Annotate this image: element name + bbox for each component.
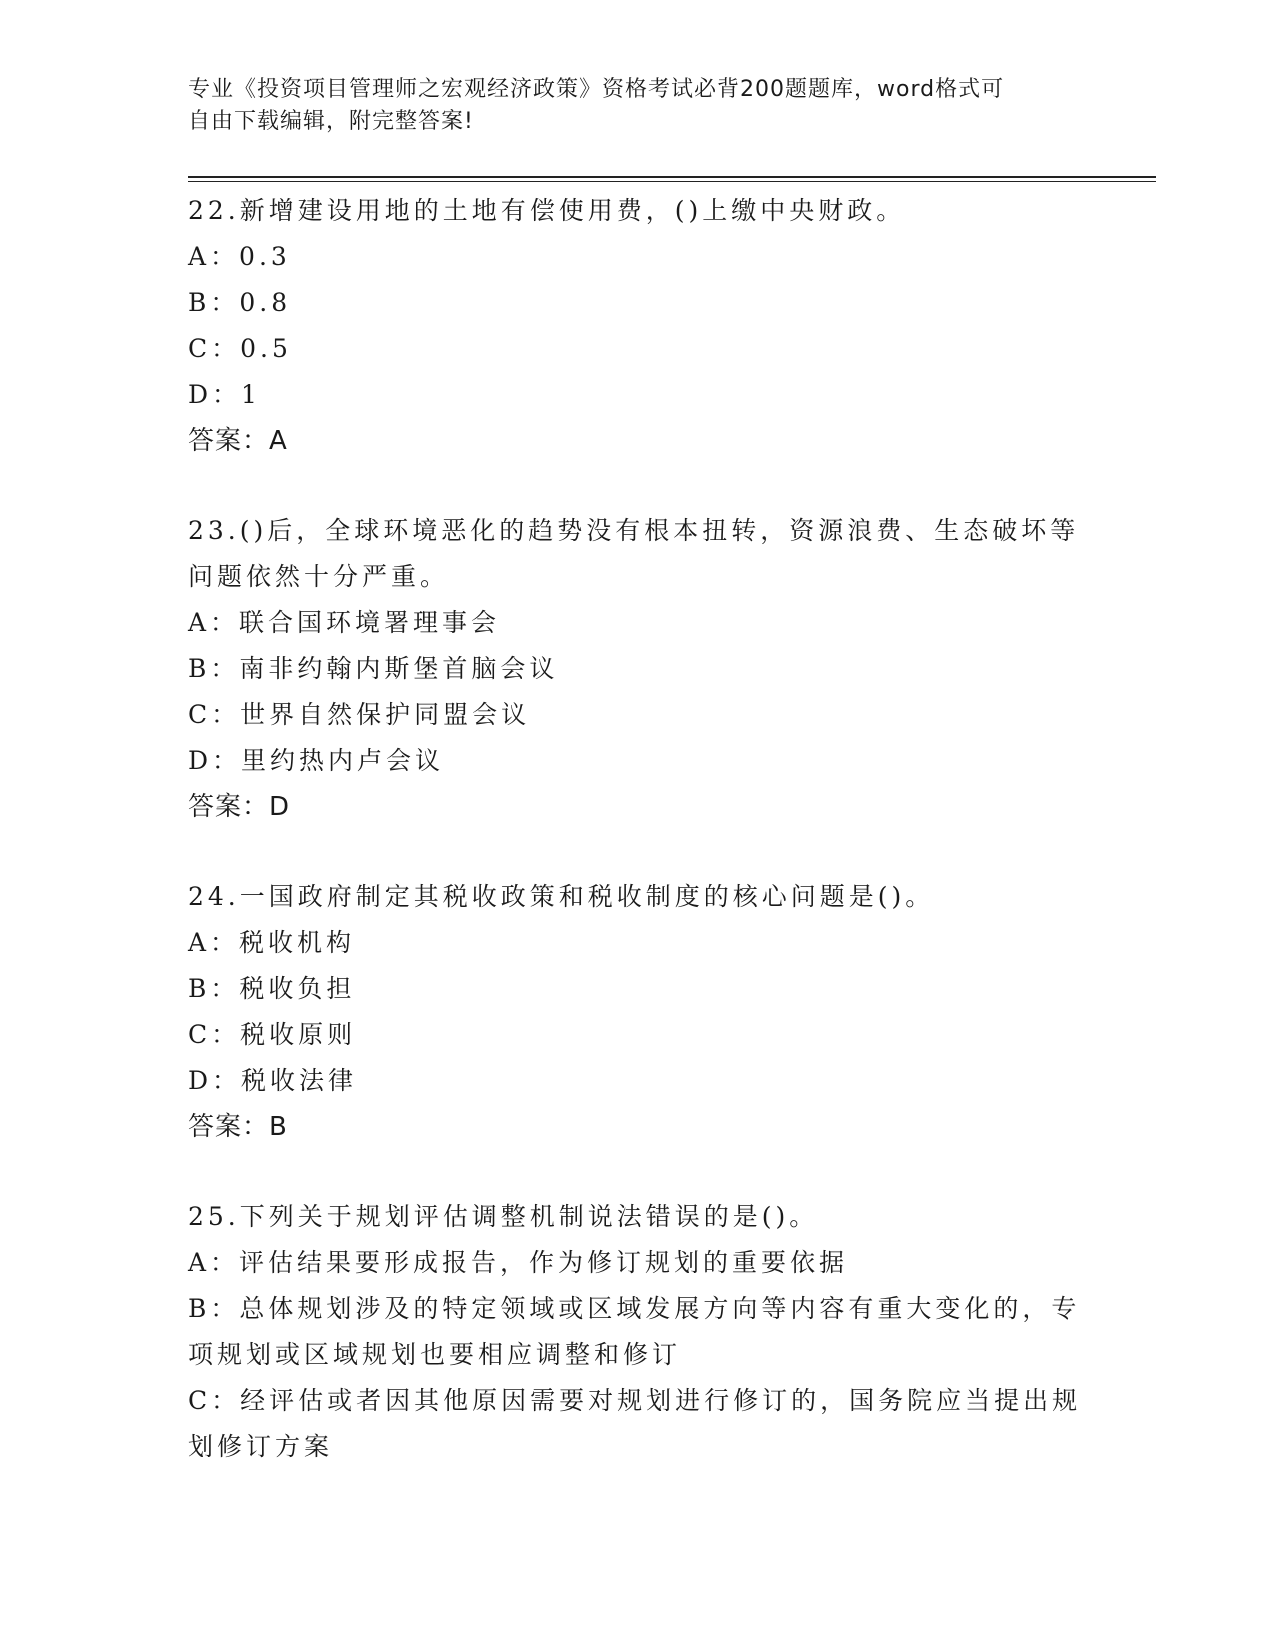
option-b: B：0.8	[188, 288, 292, 317]
spacer	[188, 1150, 1088, 1194]
option-b-continued: 项规划或区域规划也要相应调整和修订	[188, 1340, 682, 1369]
question-25	[188, 1194, 1088, 1470]
answer-label: 答案：D	[188, 792, 291, 822]
question-stem: 24.一国政府制定其税收政策和税收制度的核心问题是()。	[188, 882, 935, 911]
header-divider-thick	[188, 176, 1156, 178]
question-list	[188, 188, 1088, 1470]
question-23	[188, 508, 1088, 830]
option-c: C：0.5	[188, 334, 292, 363]
option-b: B：税收负担	[188, 974, 356, 1003]
option-a: A：评估结果要形成报告，作为修订规划的重要依据	[188, 1248, 849, 1277]
option-d: D：1	[188, 380, 261, 409]
answer-label: 答案：B	[188, 1112, 288, 1142]
document-header	[188, 74, 1068, 138]
option-c: C：经评估或者因其他原因需要对规划进行修订的，国务院应当提出规	[188, 1386, 1082, 1415]
option-d: D：税收法律	[188, 1066, 358, 1095]
option-c-continued: 划修订方案	[188, 1432, 334, 1461]
option-d: D：里约热内卢会议	[188, 746, 445, 775]
option-a: A：税收机构	[188, 928, 356, 957]
option-a: A：联合国环境署理事会	[188, 608, 501, 637]
question-stem-continued: 问题依然十分严重。	[188, 562, 450, 591]
option-a: A：0.3	[188, 242, 291, 271]
option-c: C：税收原则	[188, 1020, 357, 1049]
option-c: C：世界自然保护同盟会议	[188, 700, 531, 729]
header-divider-thin	[188, 181, 1156, 182]
question-stem: 23.()后，全球环境恶化的趋势没有根本扭转，资源浪费、生态破坏等	[188, 516, 1080, 545]
header-line-1: 专业《投资项目管理师之宏观经济政策》资格考试必背200题题库，word格式可	[188, 77, 1005, 102]
question-24	[188, 874, 1088, 1150]
question-stem: 22.新增建设用地的土地有偿使用费，()上缴中央财政。	[188, 196, 906, 225]
option-b: B：总体规划涉及的特定领域或区域发展方向等内容有重大变化的，专	[188, 1294, 1081, 1323]
answer-label: 答案：A	[188, 426, 288, 456]
header-line-2: 自由下载编辑，附完整答案!	[188, 109, 474, 134]
question-stem: 25.下列关于规划评估调整机制说法错误的是()。	[188, 1202, 819, 1231]
question-22	[188, 188, 1088, 464]
spacer	[188, 830, 1088, 874]
spacer	[188, 464, 1088, 508]
option-b: B：南非约翰内斯堡首脑会议	[188, 654, 559, 683]
